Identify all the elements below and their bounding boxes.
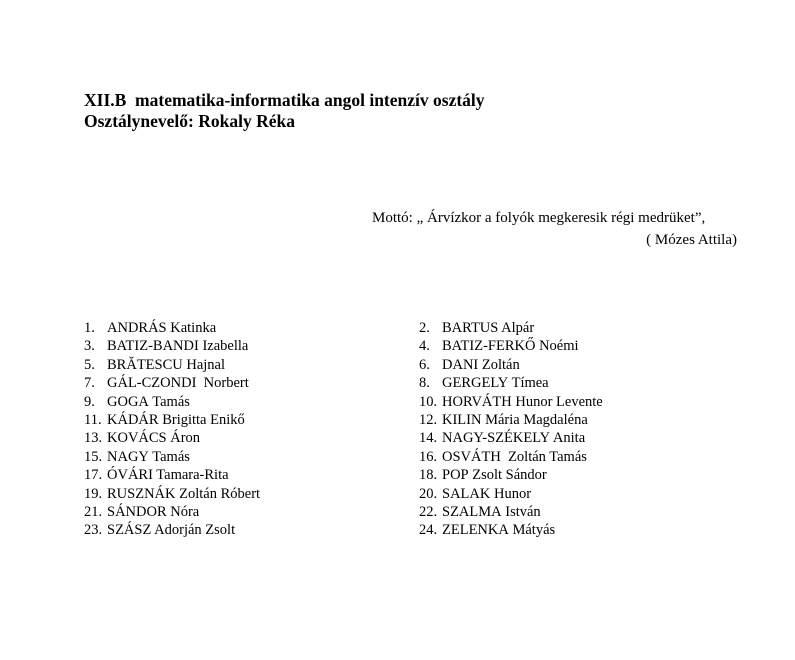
list-item-number: 19. (84, 485, 103, 502)
student-given-name: Brigitta Enikő (158, 412, 245, 429)
student-surname: SZÁSZ (107, 522, 152, 539)
list-item (419, 503, 759, 521)
list-item (419, 337, 759, 355)
list-item (419, 448, 759, 466)
list-item (84, 374, 384, 392)
student-given-name: Izabella (198, 338, 249, 355)
student-given-name: Tamás (148, 448, 190, 465)
student-surname: GOGA (107, 393, 149, 410)
list-item-number: 18. (419, 467, 438, 484)
student-surname: POP (442, 467, 469, 484)
student-given-name: Hajnal (182, 356, 226, 373)
document-header (84, 90, 485, 132)
student-given-name: Norbert (196, 375, 249, 392)
list-item-number: 21. (84, 504, 103, 521)
student-surname: HORVÁTH (442, 393, 512, 410)
student-given-name: Noémi (535, 338, 579, 355)
list-item (419, 485, 759, 503)
student-given-name: Katinka (166, 320, 217, 336)
student-surname: BARTUS (442, 320, 499, 336)
student-list-right (419, 319, 759, 540)
student-surname: KÁDÁR (107, 412, 159, 429)
list-item (419, 429, 759, 447)
student-given-name: Hunor Levente (511, 393, 603, 410)
list-item (419, 374, 759, 392)
class-teacher: Osztálynevelő: Rokaly Réka (84, 111, 295, 131)
student-surname: GÁL-CZONDI (107, 375, 197, 392)
student-given-name: Mátyás (508, 522, 556, 539)
student-surname: BRĂTESCU (107, 356, 183, 373)
motto-author: ( Mózes Attila) (646, 232, 737, 248)
student-surname: DANI (442, 356, 479, 373)
list-item-number: 7. (84, 375, 95, 392)
student-given-name: Tamara-Rita (152, 467, 229, 484)
list-item (84, 393, 384, 411)
list-item (84, 503, 384, 521)
student-given-name: Hunor (490, 485, 532, 502)
list-item-number: 15. (84, 448, 103, 465)
list-item (84, 466, 384, 484)
list-item (419, 411, 759, 429)
student-given-name: István (501, 504, 541, 521)
list-item (419, 319, 759, 337)
list-item-number: 23. (84, 522, 103, 539)
student-surname: NAGY-SZÉKELY (442, 430, 551, 447)
list-item (419, 393, 759, 411)
student-surname: KOVÁCS (107, 430, 167, 447)
motto-quote: Mottó: „ Árvízkor a folyók megkeresik régi medrüket”, (372, 210, 706, 226)
student-given-name: Zoltán (478, 356, 520, 373)
student-given-name: Tímea (508, 375, 549, 392)
student-given-name: Zoltán Tamás (500, 448, 587, 465)
list-item-number: 20. (419, 485, 438, 502)
list-item-number: 11. (84, 412, 102, 429)
motto-block (372, 207, 737, 251)
list-item (84, 356, 384, 374)
student-surname: RUSZNÁK (107, 485, 176, 502)
list-item (419, 466, 759, 484)
student-given-name: Áron (166, 430, 201, 447)
list-item-number: 14. (419, 430, 438, 447)
list-item-number: 17. (84, 467, 103, 484)
student-given-name: Nóra (166, 504, 200, 521)
list-item-number: 1. (84, 320, 95, 336)
student-surname: OSVÁTH (442, 448, 501, 465)
student-surname: SZALMA (442, 504, 502, 521)
student-surname: BATIZ-BANDI (107, 338, 199, 355)
student-given-name: Zoltán Róbert (175, 485, 261, 502)
list-item-number: 24. (419, 522, 438, 539)
student-surname: KILIN (442, 412, 482, 429)
list-item-number: 12. (419, 412, 438, 429)
student-surname: ANDRÁS (107, 320, 167, 336)
list-item-number: 2. (419, 320, 430, 336)
student-surname: SÁNDOR (107, 504, 167, 521)
student-given-name: Alpár (498, 320, 535, 336)
list-item (84, 521, 384, 539)
student-surname: ÓVÁRI (107, 467, 153, 484)
list-item-number: 4. (419, 338, 430, 355)
list-item-number: 6. (419, 356, 430, 373)
list-item (84, 319, 384, 337)
list-item (84, 337, 384, 355)
student-surname: NAGY (107, 448, 149, 465)
list-item-number: 13. (84, 430, 103, 447)
student-surname: BATIZ-FERKŐ (442, 338, 536, 355)
student-given-name: Mária Magdaléna (481, 412, 588, 429)
list-item (84, 448, 384, 466)
student-given-name: Anita (550, 430, 586, 447)
student-surname: SALAK (442, 485, 491, 502)
list-item (84, 429, 384, 447)
list-item-number: 22. (419, 504, 438, 521)
list-item (419, 521, 759, 539)
student-surname: ZELENKA (442, 522, 509, 539)
list-item (84, 485, 384, 503)
list-item-number: 10. (419, 393, 438, 410)
class-title: XII.B matematika-informatika angol intenzív osztály (84, 90, 485, 110)
list-item-number: 9. (84, 393, 95, 410)
list-item-number: 5. (84, 356, 95, 373)
list-item-number: 16. (419, 448, 438, 465)
student-given-name: Adorján Zsolt (151, 522, 236, 539)
student-surname: GERGELY (442, 375, 509, 392)
list-item (84, 411, 384, 429)
list-item (419, 356, 759, 374)
student-given-name: Tamás (148, 393, 190, 410)
list-item-number: 8. (419, 375, 430, 392)
student-list-left (84, 319, 384, 540)
student-given-name: Zsolt Sándor (468, 467, 547, 484)
list-item-number: 3. (84, 338, 95, 355)
